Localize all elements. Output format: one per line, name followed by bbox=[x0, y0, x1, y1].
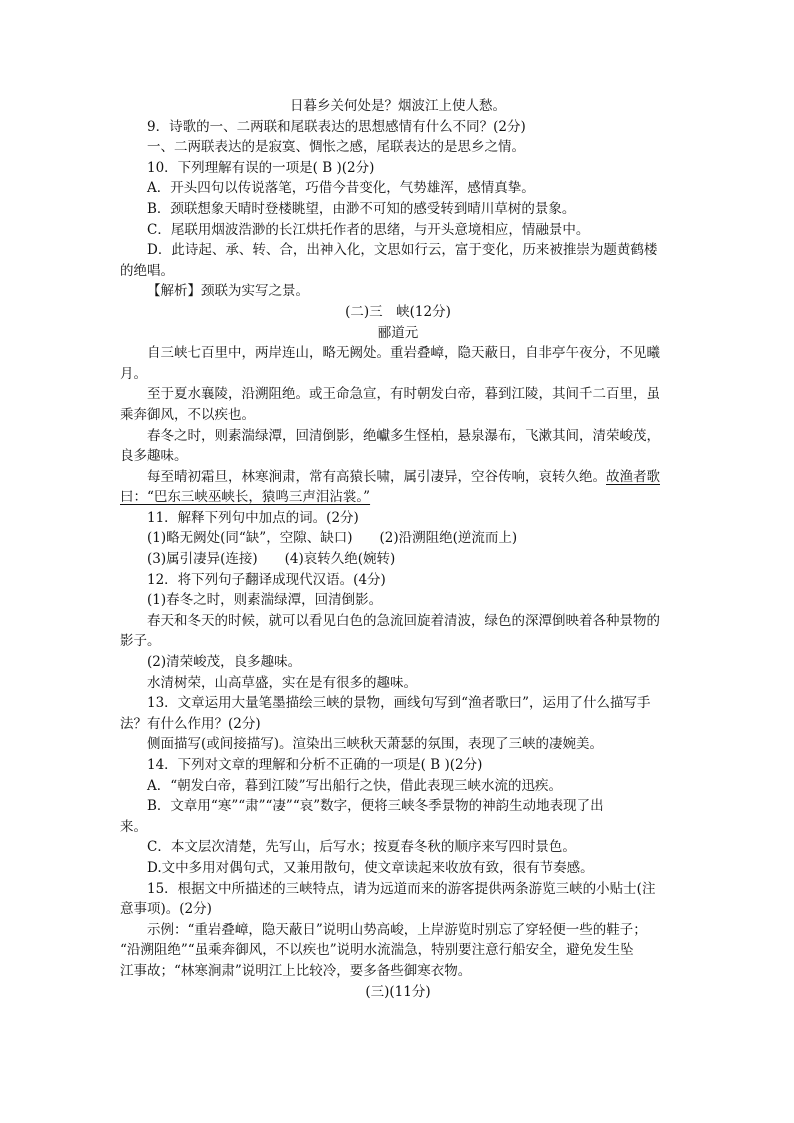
document-page bbox=[120, 96, 676, 1002]
answer-9: 一、二两联表达的是寂寞、惆怅之感，尾联表达的是思乡之情。 bbox=[147, 139, 525, 156]
option-b: B．颈联想象天晴时登楼眺望，由渺不可知的感受转到晴川草树的景象。 bbox=[147, 200, 576, 217]
analysis-note: 【解析】颈联为实写之景。 bbox=[147, 283, 309, 300]
answer-11-row-1: (1)略无阙处(同“缺”，空隙、缺口) (2)沿溯阻绝(逆流而上) bbox=[147, 530, 518, 547]
question-11: 11．解释下列句中加点的词。(2分) bbox=[147, 509, 359, 526]
question-12-item-1: (1)春冬之时，则素湍绿潭，回清倒影。 bbox=[147, 592, 383, 609]
question-9: 9．诗歌的一、二两联和尾联表达的思想感情有什么不同？(2分) bbox=[147, 118, 526, 135]
question-14: 14．下列对文章的理解和分析不正确的一项是( B )(2分) bbox=[147, 757, 483, 773]
underlined-sentence-continued: 曰：“巴东三峡巫峡长，猿鸣三声泪沾裳。” bbox=[120, 489, 371, 506]
passage-paragraph-1-continued: 月。 bbox=[120, 365, 147, 382]
question-13: 13．文章运用大量笔墨描绘三峡的景物，画线句写到“渔者歌曰”，运用了什么描写手 bbox=[147, 695, 651, 712]
passage-paragraph-1: 自三峡七百里中，两岸连山，略无阙处。重岩叠嶂，隐天蔽日，自非亭午夜分，不见曦 bbox=[147, 345, 660, 362]
underlined-sentence: 故渔者歌 bbox=[606, 468, 660, 485]
passage-paragraph-2-continued: 乘奔御风，不以疾也。 bbox=[120, 406, 255, 423]
author-name: 郦道元 bbox=[377, 324, 419, 341]
question-12: 12．将下列句子翻译成现代汉语。(4分) bbox=[147, 571, 386, 588]
passage-paragraph-4 bbox=[120, 467, 676, 488]
answer-13: 侧面描写(或间接描写)。渲染出三峡秋天萧瑟的氛围，表现了三峡的凄婉美。 bbox=[147, 736, 604, 753]
option-14-c: C．本文层次清楚，先写山，后写水；按夏春冬秋的顺序来写四时景色。 bbox=[147, 839, 576, 856]
section-3-title: (三)(11分) bbox=[365, 983, 431, 1000]
answer-15: 示例：“重岩叠嶂，隐天蔽日”说明山势高峻，上岸游览时别忘了穿轻便一些的鞋子； bbox=[147, 921, 647, 938]
answer-15-continued: “沿溯阻绝”“虽乘奔御风，不以疾也”说明水流湍急，特别要注意行船安全，避免发生坠 bbox=[120, 942, 634, 959]
answer-11-row-2: (3)属引凄异(连接) (4)哀转久绝(婉转) bbox=[147, 551, 396, 568]
passage-paragraph-4-continued bbox=[120, 487, 676, 508]
option-14-a: A．“朝发白帝，暮到江陵”写出船行之快，借此表现三峡水流的迅疾。 bbox=[147, 777, 563, 794]
question-12-item-2: (2)清荣峻茂，良多趣味。 bbox=[147, 654, 302, 671]
passage-text: 每至晴初霜旦，林寒涧肃，常有高猿长啸，属引凄异，空谷传响，哀转久绝。 bbox=[147, 468, 606, 485]
option-a: A．开头四句以传说落笔，巧借今昔变化，气势雄浑，感情真挚。 bbox=[147, 180, 535, 197]
section-title: (二)三 峡(12分) bbox=[345, 303, 451, 320]
question-13-continued: 法？有什么作用？(2分) bbox=[120, 715, 261, 732]
option-14-d: D.文中多用对偶句式，又兼用散句，使文章读起来收放有致，很有节奏感。 bbox=[147, 859, 594, 876]
question-15: 15．根据文中所描述的三峡特点，请为远道而来的游客提供两条游览三峡的小贴士(注 bbox=[147, 880, 656, 897]
passage-paragraph-3-continued: 良多趣味。 bbox=[120, 448, 188, 465]
option-c: C．尾联用烟波浩渺的长江烘托作者的思绪，与开头意境相应，情融景中。 bbox=[147, 221, 590, 238]
option-d-continued: 的绝唱。 bbox=[120, 262, 174, 279]
passage-paragraph-2: 至于夏水襄陵，沿溯阻绝。或王命急宣，有时朝发白帝，暮到江陵，其间千二百里，虽 bbox=[147, 386, 660, 403]
option-14-b-continued: 来。 bbox=[120, 818, 147, 835]
option-d: D．此诗起、承、转、合，出神入化，文思如行云，富于变化，历来被推崇为题黄鹤楼 bbox=[147, 242, 658, 259]
answer-12-item-1: 春天和冬天的时候，就可以看见白色的急流回旋着清波，绿色的深潭倒映着各种景物的 bbox=[147, 612, 660, 629]
option-14-b: B．文章用“寒”“肃”“凄”“哀”数字，便将三峡冬季景物的神韵生动地表现了出 bbox=[147, 798, 604, 815]
question-10: 10．下列理解有误的一项是( B )(2分) bbox=[147, 159, 375, 176]
answer-12-item-2: 水清树荣，山高草盛，实在是有很多的趣味。 bbox=[147, 674, 417, 691]
passage-paragraph-3: 春冬之时，则素湍绿潭，回清倒影，绝巘多生怪柏，悬泉瀑布，飞漱其间，清荣峻茂， bbox=[147, 427, 660, 444]
answer-15-continued-2: 江事故；“林寒涧肃”说明江上比较冷，要多备些御寒衣物。 bbox=[120, 962, 472, 979]
poem-line: 日暮乡关何处是？烟波江上使人愁。 bbox=[290, 98, 506, 114]
answer-12-item-1-continued: 影子。 bbox=[120, 633, 161, 650]
question-15-continued: 意事项)。(2分) bbox=[120, 901, 212, 918]
